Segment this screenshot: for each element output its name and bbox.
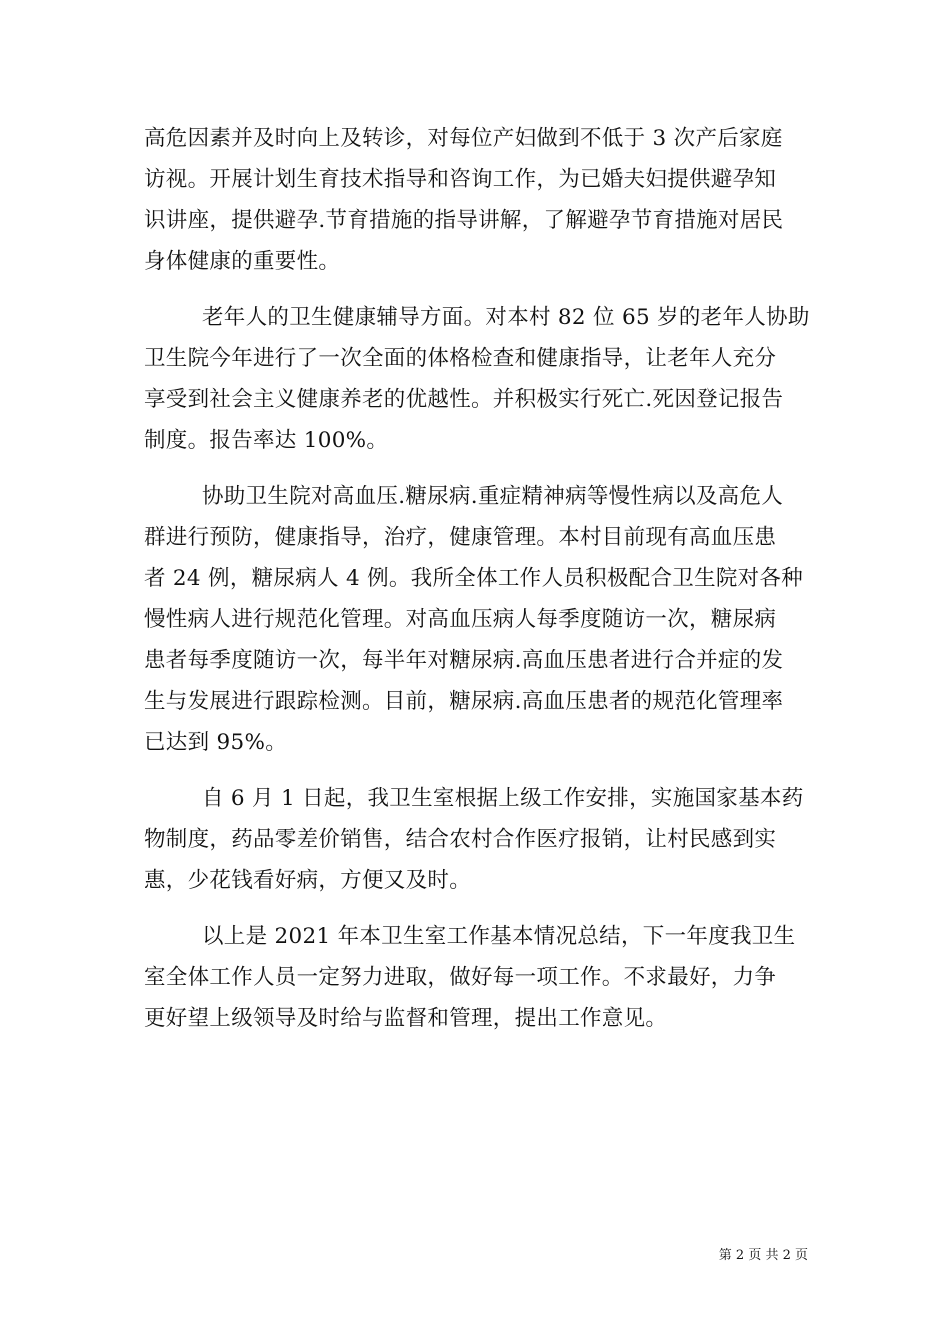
text-line: 物制度，药品零差价销售，结合农村合作医疗报销，让村民感到实 [144,827,777,852]
text-line: 室全体工作人员一定努力进取，做好每一项工作。不求最好，力争 [144,965,777,990]
text-line: 更好望上级领导及时给与监督和管理，提出工作意见。 [144,1006,668,1031]
text-line: 患者每季度随访一次，每半年对糖尿病.高血压患者进行合并症的发 [144,648,784,673]
text-line: 享受到社会主义健康养老的优越性。并积极实行死亡.死因登记报告 [144,387,784,412]
paragraph-elderly-health [144,297,808,461]
document-body [144,118,808,1039]
text-line: 以上是 2021 年本卫生室工作基本情况总结，下一年度我卫生 [202,924,796,949]
text-line: 生与发展进行跟踪检测。目前，糖尿病.高血压患者的规范化管理率 [144,689,784,714]
paragraph-essential-drugs [144,778,808,901]
text-line: 惠，少花钱看好病，方便又及时。 [144,868,472,893]
text-line: 卫生院今年进行了一次全面的体格检查和健康指导，让老年人充分 [144,346,777,371]
text-line: 身体健康的重要性。 [144,249,341,274]
paragraph-chronic-disease [144,476,808,763]
paragraph-continuation [144,118,808,282]
text-line: 高危因素并及时向上及转诊，对每位产妇做到不低于 3 次产后家庭 [144,126,783,151]
text-line: 者 24 例，糖尿病人 4 例。我所全体工作人员积极配合卫生院对各种 [144,566,804,591]
text-line: 识讲座，提供避孕.节育措施的指导讲解，了解避孕节育措施对居民 [144,208,784,233]
text-line: 协助卫生院对高血压.糖尿病.重症精神病等慢性病以及高危人 [202,484,784,509]
text-line: 群进行预防，健康指导，治疗，健康管理。本村目前现有高血压患 [144,525,777,550]
text-line: 已达到 95%。 [144,730,288,755]
paragraph-summary [144,916,808,1039]
page-number-footer: 第 2 页 共 2 页 [718,1248,808,1263]
text-line: 老年人的卫生健康辅导方面。对本村 82 位 65 岁的老年人协助 [202,305,810,330]
text-line: 自 6 月 1 日起，我卫生室根据上级工作安排，实施国家基本药 [202,786,804,811]
text-line: 制度。报告率达 100%。 [144,428,389,453]
text-line: 访视。开展计划生育技术指导和咨询工作，为已婚夫妇提供避孕知 [144,167,777,192]
text-line: 慢性病人进行规范化管理。对高血压病人每季度随访一次，糖尿病 [144,607,777,632]
